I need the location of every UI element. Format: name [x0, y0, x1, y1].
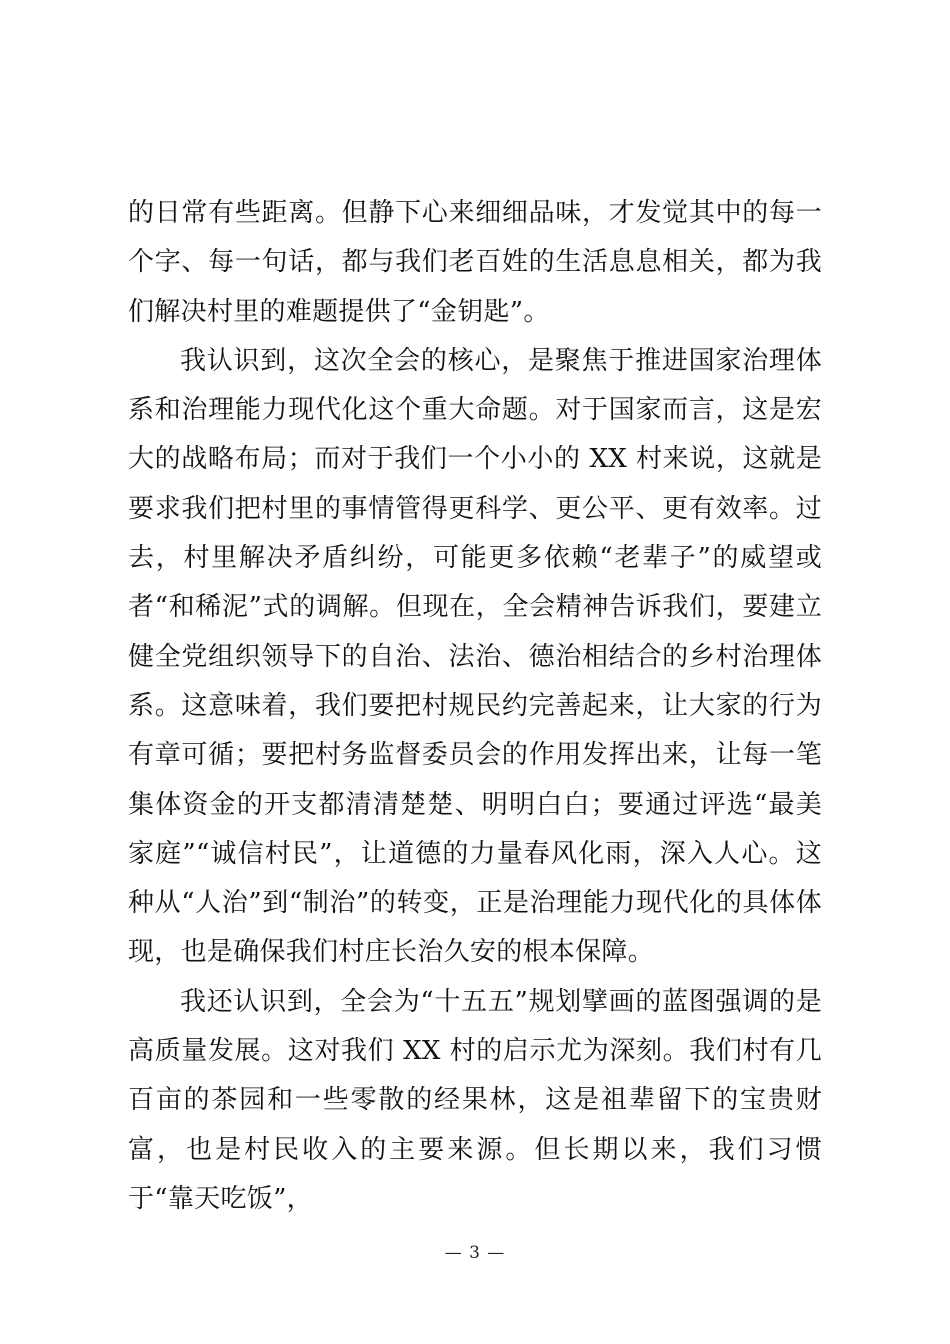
paragraph-continuation: 的日常有些距离。但静下心来细细品味，才发觉其中的每一个字、每一句话，都与我们老百姓的生活息息相关，都为我们解决村里的难题提供了“金钥匙”。: [128, 198, 822, 327]
body-text: [128, 189, 822, 1224]
page-number: — 3 —: [444, 1243, 506, 1263]
paragraph-governance: 我认识到，这次全会的核心，是聚焦于推进国家治理体系和治理能力现代化这个重大命题。对于国家而言，这是宏大的战略布局；而对于我们一个小小的 XX 村来说，这就是要求我们把村里的事情管得更科学、更公平、更有效率。过去，村里解决矛盾纠纷，可能更多依赖“老辈子”的威望或者“和稀泥”式的调解。但现在，全会精神告诉我们，要建立健全党组织领导下的自治、法治、德治相结合的乡村治理体系。这意味着，我们要把村规民约完善起来，让大家的行为有章可循；要把村务监督委员会的作用发挥出来，让每一笔集体资金的开支都清清楚楚、明明白白；要通过评选“最美家庭”“诚信村民”，让道德的力量春风化雨，深入人心。这种从“人治”到“制治”的转变，正是治理能力现代化的具体体现，也是确保我们村庄长治久安的根本保障。: [128, 345, 822, 968]
paragraph-development: 我还认识到，全会为“十五五”规划擘画的蓝图强调的是高质量发展。这对我们 XX 村的启示尤为深刻。我们村有几百亩的茶园和一些零散的经果林，这是祖辈留下的宝贵财富，也是村民收入的主要来源。但长期以来，我们习惯于“靠天吃饭”，: [128, 986, 822, 1214]
